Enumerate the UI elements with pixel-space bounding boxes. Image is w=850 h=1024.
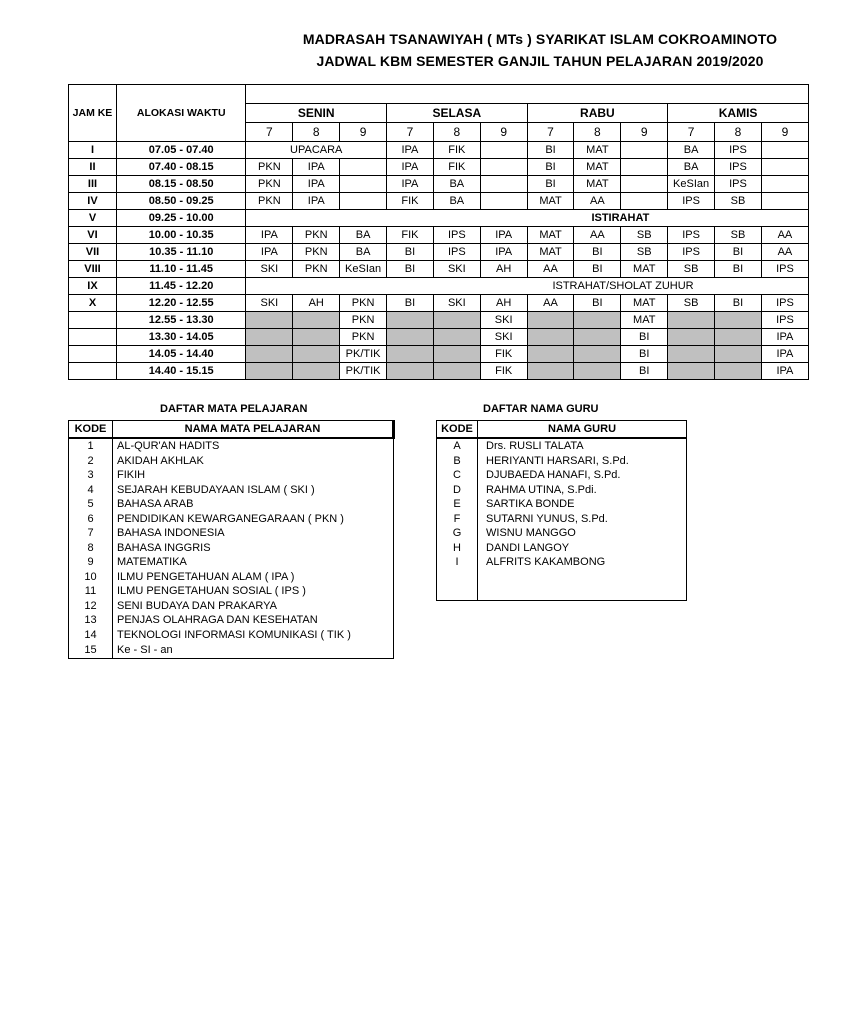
subject-name: PENDIDIKAN KEWARGANEGARAAN ( PKN ) bbox=[113, 512, 394, 527]
schedule-row bbox=[69, 278, 809, 295]
subject-row bbox=[69, 512, 394, 527]
subject-name: BAHASA INGGRIS bbox=[113, 541, 394, 556]
lesson-cell: IPS bbox=[715, 159, 762, 176]
jam-ke-cell bbox=[69, 346, 117, 363]
subject-name: BAHASA INDONESIA bbox=[113, 526, 394, 541]
lesson-cell: BI bbox=[715, 261, 762, 278]
lesson-cell: IPA bbox=[480, 244, 527, 261]
time-slot-cell: 08.50 - 09.25 bbox=[116, 193, 245, 210]
time-slot-cell: 11.10 - 11.45 bbox=[116, 261, 245, 278]
class-header: 9 bbox=[480, 123, 527, 142]
time-slot-cell: 08.15 - 08.50 bbox=[116, 176, 245, 193]
class-header: 7 bbox=[668, 123, 715, 142]
lesson-cell: SKI bbox=[480, 312, 527, 329]
lesson-cell: BI bbox=[715, 295, 762, 312]
lesson-cell bbox=[246, 346, 293, 363]
lesson-cell: BI bbox=[621, 346, 668, 363]
lesson-cell bbox=[433, 312, 480, 329]
jam-ke-cell bbox=[69, 363, 117, 380]
jam-ke-cell bbox=[69, 329, 117, 346]
lesson-cell: IPA bbox=[761, 346, 808, 363]
subject-code: 8 bbox=[69, 541, 113, 556]
lesson-cell: MAT bbox=[527, 193, 574, 210]
subject-name-header: NAMA MATA PELAJARAN bbox=[113, 421, 394, 439]
teacher-name: Drs. RUSLI TALATA bbox=[478, 438, 687, 454]
schedule-row bbox=[69, 176, 809, 193]
lesson-cell bbox=[246, 312, 293, 329]
teacher-code: B bbox=[437, 454, 478, 469]
teacher-row bbox=[437, 483, 687, 498]
jam-ke-cell: VII bbox=[69, 244, 117, 261]
lesson-cell bbox=[715, 363, 762, 380]
subject-name: SENI BUDAYA DAN PRAKARYA bbox=[113, 599, 394, 614]
teacher-code: C bbox=[437, 468, 478, 483]
teacher-code: D bbox=[437, 483, 478, 498]
lesson-cell: BI bbox=[527, 142, 574, 159]
lesson-cell: MAT bbox=[574, 159, 621, 176]
lesson-cell: AH bbox=[293, 295, 340, 312]
jam-ke-cell: II bbox=[69, 159, 117, 176]
lesson-cell: SKI bbox=[246, 295, 293, 312]
break-cell: ISTIRAHAT bbox=[246, 210, 809, 227]
lesson-cell: AH bbox=[480, 295, 527, 312]
subject-code: 11 bbox=[69, 584, 113, 599]
lesson-cell: AA bbox=[761, 227, 808, 244]
lesson-cell: BI bbox=[574, 295, 621, 312]
jam-ke-cell: IV bbox=[69, 193, 117, 210]
teacher-row bbox=[437, 555, 687, 570]
lesson-cell: PKN bbox=[246, 176, 293, 193]
lesson-cell: FIK bbox=[480, 346, 527, 363]
teacher-empty-row bbox=[437, 570, 687, 601]
subject-row bbox=[69, 599, 394, 614]
school-name: MADRASAH TSANAWIYAH ( MTs ) SYARIKAT ISLAM COKROAMINOTO bbox=[302, 31, 778, 47]
lesson-cell bbox=[293, 312, 340, 329]
subject-name: PENJAS OLAHRAGA DAN KESEHATAN bbox=[113, 613, 394, 628]
lesson-cell: AH bbox=[480, 261, 527, 278]
lesson-cell: IPA bbox=[480, 227, 527, 244]
lesson-cell bbox=[527, 346, 574, 363]
lesson-cell bbox=[668, 312, 715, 329]
empty-cell bbox=[437, 570, 478, 601]
subject-row bbox=[69, 483, 394, 498]
lesson-cell: MAT bbox=[527, 244, 574, 261]
lesson-cell: FIK bbox=[433, 142, 480, 159]
subject-row bbox=[69, 497, 394, 512]
lesson-cell: IPA bbox=[761, 363, 808, 380]
lesson-cell: IPS bbox=[433, 244, 480, 261]
time-slot-cell: 13.30 - 14.05 bbox=[116, 329, 245, 346]
teacher-row bbox=[437, 497, 687, 512]
schedule-row bbox=[69, 244, 809, 261]
teacher-code: I bbox=[437, 555, 478, 570]
lesson-cell: BI bbox=[574, 261, 621, 278]
lesson-cell bbox=[621, 142, 668, 159]
lesson-cell bbox=[668, 329, 715, 346]
subject-name: Ke - SI - an bbox=[113, 642, 394, 659]
lesson-cell: AA bbox=[574, 227, 621, 244]
teacher-code: A bbox=[437, 438, 478, 454]
lesson-cell: FIK bbox=[480, 363, 527, 380]
lesson-cell: PKN bbox=[293, 227, 340, 244]
lesson-cell bbox=[480, 193, 527, 210]
lesson-cell: IPA bbox=[761, 329, 808, 346]
lesson-cell bbox=[574, 346, 621, 363]
lesson-cell bbox=[761, 142, 808, 159]
lesson-cell: BI bbox=[387, 244, 434, 261]
teacher-code: G bbox=[437, 526, 478, 541]
lesson-cell: SB bbox=[621, 244, 668, 261]
lesson-cell: SB bbox=[715, 227, 762, 244]
day-header: SELASA bbox=[387, 104, 528, 123]
lesson-cell: PKN bbox=[246, 193, 293, 210]
lesson-cell: IPS bbox=[761, 295, 808, 312]
lesson-cell: IPS bbox=[668, 244, 715, 261]
subject-code: 3 bbox=[69, 468, 113, 483]
teacher-name: DJUBAEDA HANAFI, S.Pd. bbox=[478, 468, 687, 483]
schedule-row bbox=[69, 363, 809, 380]
lesson-cell: SB bbox=[621, 227, 668, 244]
lesson-cell: IPS bbox=[761, 261, 808, 278]
lesson-cell bbox=[527, 312, 574, 329]
subject-name: ILMU PENGETAHUAN ALAM ( IPA ) bbox=[113, 570, 394, 585]
lesson-cell bbox=[387, 329, 434, 346]
lesson-cell bbox=[574, 329, 621, 346]
class-header: 7 bbox=[387, 123, 434, 142]
lesson-cell: MAT bbox=[527, 227, 574, 244]
subject-row bbox=[69, 541, 394, 556]
subject-code: 12 bbox=[69, 599, 113, 614]
alokasi-waktu-header: ALOKASI WAKTU bbox=[116, 85, 245, 142]
teacher-row bbox=[437, 468, 687, 483]
subject-row bbox=[69, 468, 394, 483]
teacher-row bbox=[437, 438, 687, 454]
lesson-cell: BA bbox=[433, 176, 480, 193]
subject-name: AKIDAH AKHLAK bbox=[113, 454, 394, 469]
lesson-cell: IPS bbox=[715, 176, 762, 193]
lesson-cell: IPA bbox=[293, 176, 340, 193]
lesson-cell: BI bbox=[527, 159, 574, 176]
lesson-cell: KeSIan bbox=[340, 261, 387, 278]
time-slot-cell: 11.45 - 12.20 bbox=[116, 278, 245, 295]
lesson-cell: MAT bbox=[574, 176, 621, 193]
lesson-cell: FIK bbox=[433, 159, 480, 176]
teacher-row bbox=[437, 526, 687, 541]
lesson-cell bbox=[293, 329, 340, 346]
lesson-cell bbox=[574, 363, 621, 380]
time-slot-cell: 09.25 - 10.00 bbox=[116, 210, 245, 227]
teacher-name: RAHMA UTINA, S.Pdi. bbox=[478, 483, 687, 498]
subject-row bbox=[69, 584, 394, 599]
schedule-top-row bbox=[69, 85, 809, 104]
schedule-row bbox=[69, 142, 809, 159]
lesson-cell bbox=[433, 346, 480, 363]
lesson-cell: BA bbox=[340, 227, 387, 244]
lesson-cell: IPA bbox=[293, 193, 340, 210]
subject-code: 2 bbox=[69, 454, 113, 469]
schedule-row bbox=[69, 329, 809, 346]
class-header: 9 bbox=[761, 123, 808, 142]
schedule-row bbox=[69, 210, 809, 227]
subject-name: MATEMATIKA bbox=[113, 555, 394, 570]
lesson-cell: BI bbox=[715, 244, 762, 261]
lesson-cell: SB bbox=[668, 295, 715, 312]
subject-row bbox=[69, 454, 394, 469]
class-header: 8 bbox=[574, 123, 621, 142]
teacher-name: DANDI LANGOY bbox=[478, 541, 687, 556]
class-header: 9 bbox=[621, 123, 668, 142]
lesson-cell bbox=[340, 159, 387, 176]
lesson-cell bbox=[761, 159, 808, 176]
lesson-cell bbox=[433, 329, 480, 346]
teacher-row bbox=[437, 541, 687, 556]
teacher-name: HERIYANTI HARSARI, S.Pd. bbox=[478, 454, 687, 469]
lesson-cell: AA bbox=[527, 295, 574, 312]
lesson-cell: PKN bbox=[340, 312, 387, 329]
time-slot-cell: 07.40 - 08.15 bbox=[116, 159, 245, 176]
lesson-cell bbox=[293, 363, 340, 380]
subject-code: 5 bbox=[69, 497, 113, 512]
jam-ke-cell: III bbox=[69, 176, 117, 193]
lesson-cell: PKN bbox=[293, 261, 340, 278]
lesson-cell bbox=[433, 363, 480, 380]
schedule-table-container bbox=[68, 84, 794, 386]
subject-code: 15 bbox=[69, 642, 113, 659]
lesson-cell bbox=[761, 176, 808, 193]
lesson-cell: KeSIan bbox=[668, 176, 715, 193]
time-slot-cell: 12.20 - 12.55 bbox=[116, 295, 245, 312]
header-spacer bbox=[246, 85, 809, 104]
teacher-list-title: DAFTAR NAMA GURU bbox=[483, 403, 599, 415]
teacher-name: SARTIKA BONDE bbox=[478, 497, 687, 512]
teacher-row bbox=[437, 512, 687, 527]
lesson-cell bbox=[387, 312, 434, 329]
teacher-name: ALFRITS KAKAMBONG bbox=[478, 555, 687, 570]
jam-ke-cell: VIII bbox=[69, 261, 117, 278]
lesson-cell: SKI bbox=[480, 329, 527, 346]
schedule-table bbox=[68, 84, 809, 380]
jam-ke-cell: X bbox=[69, 295, 117, 312]
time-slot-cell: 14.05 - 14.40 bbox=[116, 346, 245, 363]
lesson-cell bbox=[715, 346, 762, 363]
subject-row bbox=[69, 613, 394, 628]
subject-code: 9 bbox=[69, 555, 113, 570]
schedule-row bbox=[69, 227, 809, 244]
subject-row bbox=[69, 555, 394, 570]
jam-ke-cell: I bbox=[69, 142, 117, 159]
subject-code: 13 bbox=[69, 613, 113, 628]
lesson-cell: IPS bbox=[715, 142, 762, 159]
lesson-cell: PK/TIK bbox=[340, 346, 387, 363]
jam-ke-cell bbox=[69, 312, 117, 329]
lesson-cell: BA bbox=[668, 142, 715, 159]
lesson-cell: IPA bbox=[246, 227, 293, 244]
schedule-row bbox=[69, 159, 809, 176]
lesson-cell: BA bbox=[668, 159, 715, 176]
lesson-cell: PKN bbox=[340, 329, 387, 346]
subject-list-title: DAFTAR MATA PELAJARAN bbox=[160, 403, 308, 415]
lesson-cell bbox=[574, 312, 621, 329]
lesson-cell: MAT bbox=[621, 261, 668, 278]
schedule-title: JADWAL KBM SEMESTER GANJIL TAHUN PELAJARAN 2019/2020 bbox=[316, 53, 764, 69]
lesson-cell: SKI bbox=[433, 295, 480, 312]
subject-list-table bbox=[68, 420, 395, 659]
subject-code: 14 bbox=[69, 628, 113, 643]
subject-code: 10 bbox=[69, 570, 113, 585]
teacher-name: SUTARNI YUNUS, S.Pd. bbox=[478, 512, 687, 527]
lesson-cell: BI bbox=[574, 244, 621, 261]
lesson-cell bbox=[387, 363, 434, 380]
subject-code: 4 bbox=[69, 483, 113, 498]
empty-cell bbox=[478, 570, 687, 601]
lesson-cell: SB bbox=[715, 193, 762, 210]
day-header: SENIN bbox=[246, 104, 387, 123]
subject-name: BAHASA ARAB bbox=[113, 497, 394, 512]
lesson-cell: BI bbox=[387, 295, 434, 312]
lesson-cell: FIK bbox=[387, 227, 434, 244]
lesson-cell: IPS bbox=[668, 227, 715, 244]
subject-name: SEJARAH KEBUDAYAAN ISLAM ( SKI ) bbox=[113, 483, 394, 498]
time-slot-cell: 07.05 - 07.40 bbox=[116, 142, 245, 159]
jam-ke-cell: IX bbox=[69, 278, 117, 295]
lesson-cell bbox=[621, 159, 668, 176]
schedule-row bbox=[69, 193, 809, 210]
lesson-cell: BI bbox=[527, 176, 574, 193]
lesson-cell: SB bbox=[668, 261, 715, 278]
subject-code: 7 bbox=[69, 526, 113, 541]
lesson-cell: PKN bbox=[246, 159, 293, 176]
lesson-cell: AA bbox=[574, 193, 621, 210]
teacher-code-header: KODE bbox=[437, 421, 478, 439]
day-header: KAMIS bbox=[668, 104, 809, 123]
subject-row bbox=[69, 642, 394, 659]
schedule-row bbox=[69, 346, 809, 363]
lesson-cell: PKN bbox=[293, 244, 340, 261]
class-header: 7 bbox=[246, 123, 293, 142]
lesson-cell: MAT bbox=[574, 142, 621, 159]
lesson-cell: IPA bbox=[246, 244, 293, 261]
teacher-row bbox=[437, 454, 687, 469]
lesson-cell bbox=[668, 363, 715, 380]
lesson-cell bbox=[293, 346, 340, 363]
subject-code: 6 bbox=[69, 512, 113, 527]
lesson-cell bbox=[715, 312, 762, 329]
teacher-list-table bbox=[436, 420, 687, 601]
lesson-cell bbox=[621, 176, 668, 193]
class-header: 8 bbox=[433, 123, 480, 142]
lesson-cell: MAT bbox=[621, 312, 668, 329]
schedule-row bbox=[69, 295, 809, 312]
lesson-cell: PKN bbox=[340, 295, 387, 312]
day-header: RABU bbox=[527, 104, 668, 123]
break-cell: ISTRAHAT/SHOLAT ZUHUR bbox=[246, 278, 809, 295]
lesson-cell: IPS bbox=[433, 227, 480, 244]
class-header: 8 bbox=[293, 123, 340, 142]
lesson-cell bbox=[527, 329, 574, 346]
class-header: 8 bbox=[715, 123, 762, 142]
teacher-name-header: NAMA GURU bbox=[478, 421, 687, 439]
subject-code: 1 bbox=[69, 438, 113, 454]
lesson-cell bbox=[340, 193, 387, 210]
subject-name: ILMU PENGETAHUAN SOSIAL ( IPS ) bbox=[113, 584, 394, 599]
lesson-cell: IPS bbox=[761, 312, 808, 329]
lesson-cell: IPA bbox=[293, 159, 340, 176]
lesson-cell: MAT bbox=[621, 295, 668, 312]
lesson-cell: IPA bbox=[387, 159, 434, 176]
lesson-cell bbox=[527, 363, 574, 380]
subject-row bbox=[69, 438, 394, 454]
lesson-cell bbox=[246, 329, 293, 346]
schedule-row bbox=[69, 312, 809, 329]
lesson-cell bbox=[246, 363, 293, 380]
teacher-code: H bbox=[437, 541, 478, 556]
lesson-cell: PK/TIK bbox=[340, 363, 387, 380]
subject-name: FIKIH bbox=[113, 468, 394, 483]
teacher-code: E bbox=[437, 497, 478, 512]
subject-name: AL-QUR'AN HADITS bbox=[113, 438, 394, 454]
ceremony-cell: UPACARA bbox=[246, 142, 387, 159]
jam-ke-cell: VI bbox=[69, 227, 117, 244]
teacher-name: WISNU MANGGO bbox=[478, 526, 687, 541]
schedule-row bbox=[69, 261, 809, 278]
lesson-cell bbox=[480, 176, 527, 193]
lesson-cell: IPA bbox=[387, 142, 434, 159]
subject-row bbox=[69, 526, 394, 541]
lesson-cell: SKI bbox=[246, 261, 293, 278]
jam-ke-header: JAM KE bbox=[69, 85, 117, 142]
subject-row bbox=[69, 570, 394, 585]
lesson-cell: SKI bbox=[433, 261, 480, 278]
lesson-cell bbox=[387, 346, 434, 363]
lesson-cell: BA bbox=[340, 244, 387, 261]
lesson-cell: BI bbox=[621, 329, 668, 346]
lesson-cell bbox=[340, 176, 387, 193]
lesson-cell: AA bbox=[761, 244, 808, 261]
subject-row bbox=[69, 628, 394, 643]
teacher-code: F bbox=[437, 512, 478, 527]
lesson-cell: BI bbox=[387, 261, 434, 278]
lesson-cell: FIK bbox=[387, 193, 434, 210]
class-header: 9 bbox=[340, 123, 387, 142]
jam-ke-cell: V bbox=[69, 210, 117, 227]
lesson-cell bbox=[715, 329, 762, 346]
lesson-cell: BA bbox=[433, 193, 480, 210]
lesson-cell: IPA bbox=[387, 176, 434, 193]
lesson-cell: BI bbox=[621, 363, 668, 380]
time-slot-cell: 10.00 - 10.35 bbox=[116, 227, 245, 244]
time-slot-cell: 14.40 - 15.15 bbox=[116, 363, 245, 380]
time-slot-cell: 10.35 - 11.10 bbox=[116, 244, 245, 261]
class-header: 7 bbox=[527, 123, 574, 142]
subject-code-header: KODE bbox=[69, 421, 113, 439]
lesson-cell bbox=[621, 193, 668, 210]
time-slot-cell: 12.55 - 13.30 bbox=[116, 312, 245, 329]
lesson-cell bbox=[668, 346, 715, 363]
lesson-cell bbox=[761, 193, 808, 210]
lesson-cell bbox=[480, 142, 527, 159]
lesson-cell: IPS bbox=[668, 193, 715, 210]
subject-name: TEKNOLOGI INFORMASI KOMUNIKASI ( TIK ) bbox=[113, 628, 394, 643]
lesson-cell bbox=[480, 159, 527, 176]
lesson-cell: AA bbox=[527, 261, 574, 278]
